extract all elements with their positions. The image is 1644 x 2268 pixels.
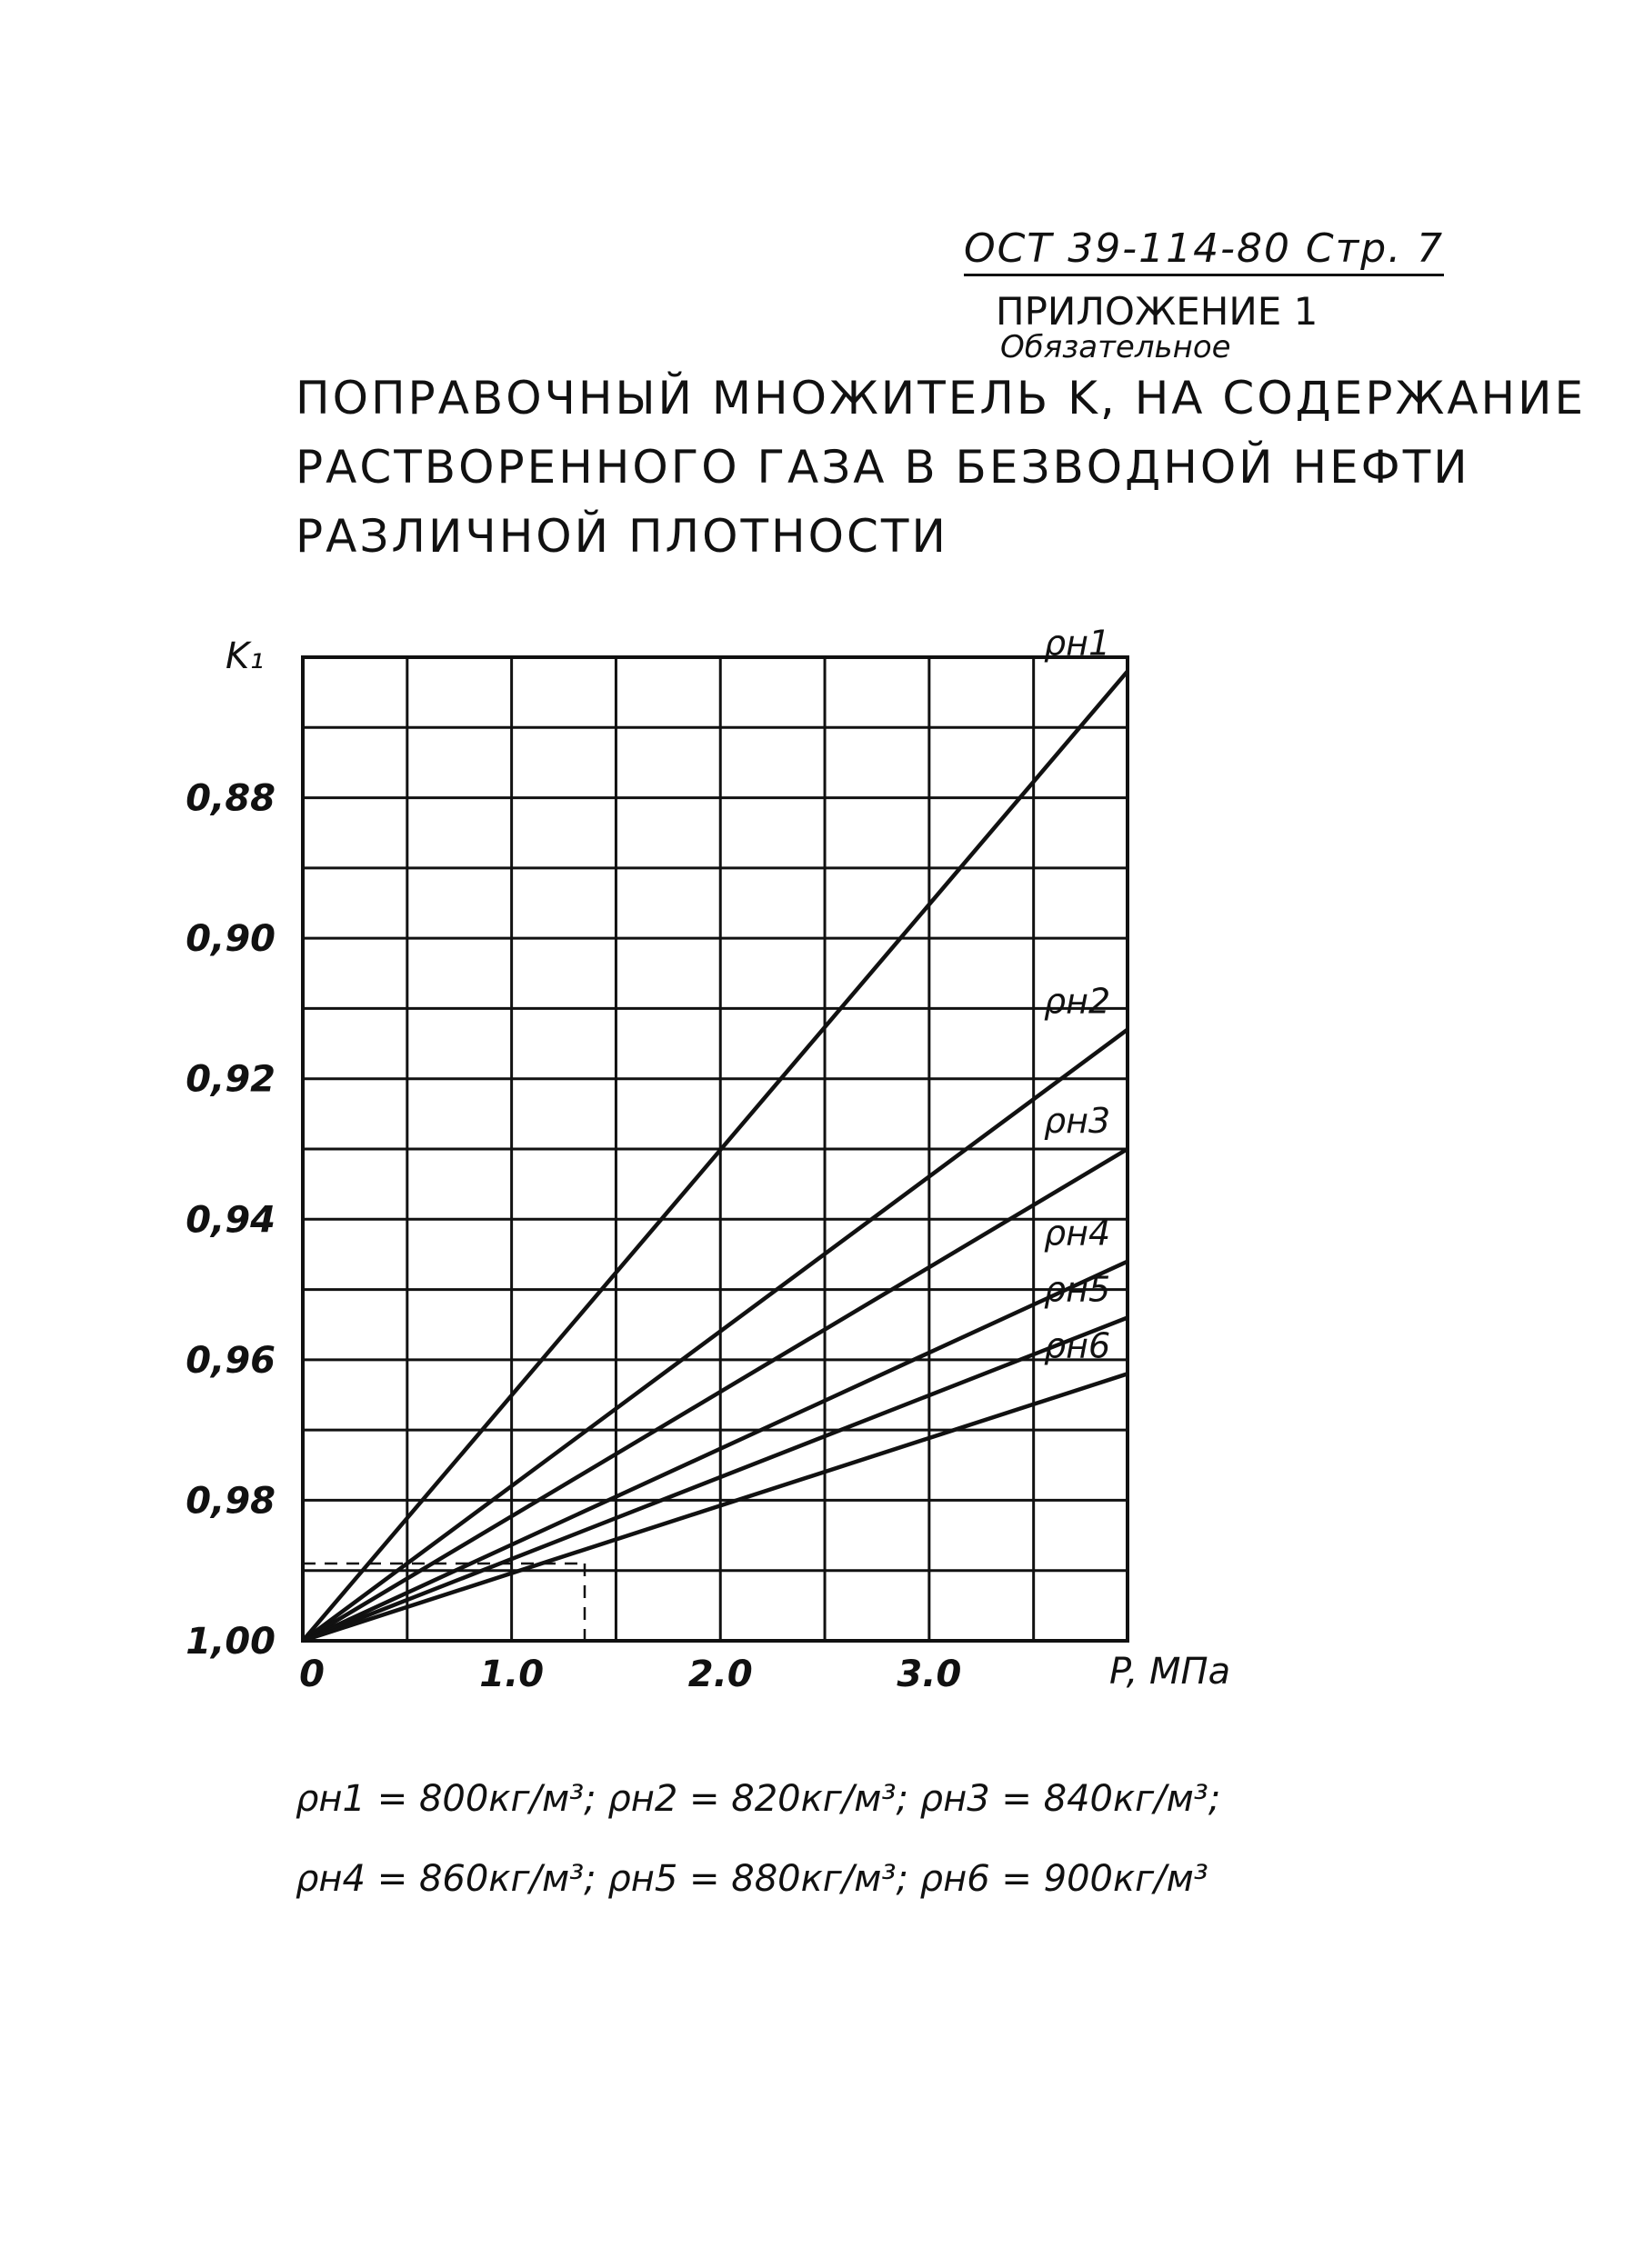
x-tick-label: 3.0 bbox=[897, 1654, 962, 1695]
density-legend bbox=[296, 1759, 1220, 1919]
y-tick-label: 0,96 bbox=[185, 1339, 276, 1382]
chart-series bbox=[303, 623, 1128, 1641]
series-label-4: ρн4 bbox=[1044, 1213, 1111, 1254]
y-axis-label: K₁ bbox=[226, 635, 265, 677]
legend-line-2: ρн4 = 860кг/м³; ρн5 = 880кг/м³; ρн6 = 900кг/м³ bbox=[296, 1858, 1208, 1900]
legend-line-1: ρн1 = 800кг/м³; ρн2 = 820кг/м³; ρн3 = 840кг/м³; bbox=[296, 1778, 1221, 1820]
series-label-3: ρн3 bbox=[1044, 1101, 1111, 1141]
series-line-1 bbox=[303, 671, 1128, 1641]
series-label-1: ρн1 bbox=[1044, 623, 1111, 664]
y-tick-label: 0,94 bbox=[185, 1199, 276, 1242]
y-tick-label: 0,90 bbox=[185, 918, 276, 961]
x-axis-label: P, МПа bbox=[1109, 1651, 1231, 1693]
document-code: ОСТ 39-114-80 Стр. 7 bbox=[964, 225, 1444, 276]
y-tick-label: 1,00 bbox=[185, 1621, 276, 1663]
series-line-2 bbox=[303, 1030, 1128, 1641]
series-line-6 bbox=[303, 1374, 1128, 1641]
title-line-3: РАЗЛИЧНОЙ ПЛОТНОСТИ bbox=[296, 510, 948, 563]
y-tick-label: 0,88 bbox=[185, 777, 276, 820]
x-tick-label: 0 bbox=[299, 1654, 325, 1695]
series-line-3 bbox=[303, 1149, 1128, 1641]
x-tick-label: 1.0 bbox=[479, 1654, 545, 1695]
series-label-6: ρн6 bbox=[1044, 1325, 1111, 1366]
appendix-label: ПРИЛОЖЕНИЕ 1 bbox=[996, 289, 1318, 334]
series-label-2: ρн2 bbox=[1044, 981, 1111, 1022]
y-tick-label: 0,92 bbox=[185, 1058, 276, 1101]
appendix-status: Обязательное bbox=[1000, 329, 1231, 365]
x-tick-label: 2.0 bbox=[687, 1654, 753, 1695]
title-line-2: РАСТВОРЕННОГО ГАЗА В БЕЗВОДНОЙ НЕФТИ bbox=[296, 441, 1470, 494]
y-tick-label: 0,98 bbox=[185, 1480, 276, 1523]
series-line-5 bbox=[303, 1317, 1128, 1641]
series-line-4 bbox=[303, 1262, 1128, 1641]
title-line-1: ПОПРАВОЧНЫЙ МНОЖИТЕЛЬ K, НА СОДЕРЖАНИЕ bbox=[296, 372, 1587, 425]
series-label-5: ρн5 bbox=[1044, 1269, 1111, 1310]
